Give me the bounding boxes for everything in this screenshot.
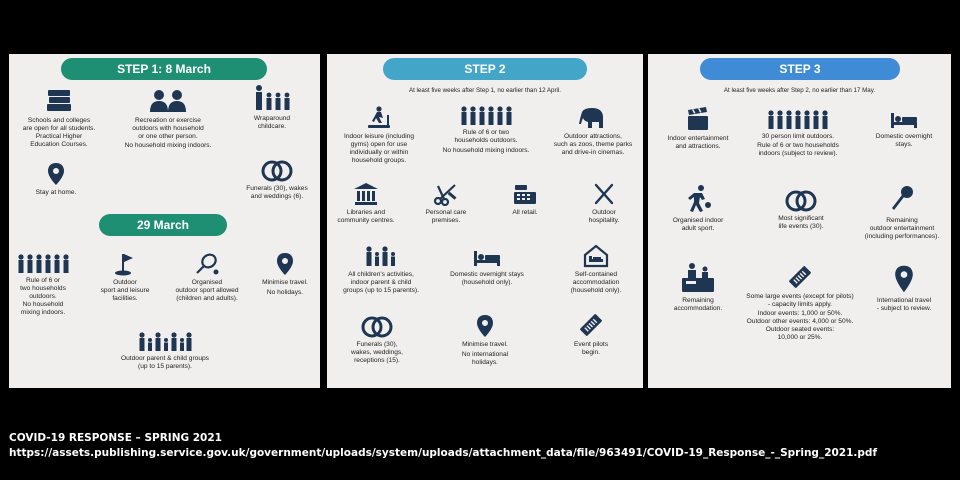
international-travel-item bbox=[862, 264, 946, 313]
large-events-label: Some large events (except for pilots) - capacity limits apply. bbox=[746, 293, 854, 308]
bed-icon bbox=[889, 110, 919, 130]
recreation-item bbox=[113, 88, 223, 150]
indoor-entertainment-label: Indoor entertainment and attractions. bbox=[667, 135, 729, 150]
parent-child-icon bbox=[364, 246, 398, 268]
ticket-icon bbox=[787, 264, 813, 290]
microphone-icon bbox=[889, 184, 915, 214]
treadmill-icon bbox=[366, 106, 392, 130]
funerals-item bbox=[237, 158, 317, 201]
step1-title: STEP 1: 8 March bbox=[61, 58, 267, 80]
parent-child-icon bbox=[138, 332, 192, 352]
childrens-activities-item bbox=[329, 246, 433, 295]
life-events-label: Most significant life events (30). bbox=[778, 215, 824, 230]
large-events-sub: Indoor events: 1,000 or 50%. Outdoor other events: 4,000 or 50%. Outdoor seated events: 10,000 or 25%. bbox=[746, 310, 854, 341]
step2-rule-of-six-label: Rule of 6 or two households outdoors. bbox=[454, 129, 518, 144]
cash-register-icon bbox=[512, 182, 538, 206]
organised-sport-item bbox=[167, 252, 247, 303]
step3-panel bbox=[648, 54, 951, 388]
step2-minimise-travel-sub: No international holidays. bbox=[461, 351, 509, 366]
rings-icon bbox=[783, 188, 819, 212]
outdoor-sport-label: Outdoor sport and leisure facilities. bbox=[100, 279, 150, 302]
indoor-leisure-item bbox=[329, 106, 429, 165]
remaining-accommodation-item bbox=[658, 262, 738, 313]
location-pin-icon bbox=[475, 314, 495, 338]
elephant-icon bbox=[578, 106, 608, 130]
parent-child-label: Outdoor parent & child groups (up to 15 parents). bbox=[121, 355, 209, 370]
outdoor-entertainment-label: Remaining outdoor entertainment (including performances). bbox=[864, 217, 940, 240]
indoor-adult-sport-label: Organised indoor adult sport. bbox=[672, 217, 724, 232]
minimise-travel-sub: No holidays. bbox=[266, 289, 304, 296]
group-people-icon bbox=[767, 110, 829, 130]
domestic-overnight-item bbox=[437, 248, 537, 287]
outdoor-attractions-item bbox=[543, 106, 643, 157]
funerals-label: Funerals (30), wakes and weddings (6). bbox=[246, 185, 308, 200]
bed-icon bbox=[472, 248, 502, 268]
indoor-entertainment-item bbox=[652, 106, 744, 151]
indoor-adult-sport-item bbox=[660, 184, 736, 233]
step2-funerals-label: Funerals (30), wakes, weddings, receptions (15). bbox=[350, 341, 404, 364]
recreation-label: Recreation or exercise outdoors with household or one other person. bbox=[132, 117, 204, 140]
step3-note: At least five weeks after Step 2, no earlier than 17 May. bbox=[723, 87, 876, 94]
thirty-person-label: 30 person limit outdoors. bbox=[761, 133, 835, 140]
minimise-travel-item bbox=[253, 252, 317, 297]
step2-minimise-travel-item bbox=[447, 314, 523, 367]
scissors-comb-icon bbox=[433, 182, 459, 206]
recreation-sub: No household mixing indoors. bbox=[124, 142, 212, 149]
ticket-icon bbox=[578, 312, 604, 338]
all-retail-item bbox=[495, 182, 555, 217]
step3-title: STEP 3 bbox=[700, 58, 900, 80]
step2-rule-of-six-sub: No household mixing indoors. bbox=[442, 147, 530, 154]
step3-domestic-overnight-label: Domestic overnight stays. bbox=[875, 133, 933, 148]
minimise-travel-label: Minimise travel. bbox=[262, 279, 308, 286]
step3-domestic-overnight-item bbox=[862, 110, 946, 149]
outdoor-hospitality-label: Outdoor hospitality. bbox=[588, 209, 620, 224]
self-contained-label: Self-contained accommodation (household only). bbox=[570, 271, 622, 294]
wraparound-item bbox=[237, 84, 307, 131]
schools-item bbox=[13, 88, 105, 149]
childrens-activities-label: All children's activities, indoor parent & child groups (up to 15 parents). bbox=[343, 271, 419, 294]
international-travel-label: International travel - subject to review. bbox=[876, 297, 932, 312]
tennis-racket-icon bbox=[194, 252, 220, 276]
two-people-icon bbox=[147, 88, 189, 114]
rule-of-six-label: Rule of 6 or two households outdoors. bbox=[20, 277, 66, 300]
all-retail-label: All retail. bbox=[512, 209, 538, 216]
footer-title: COVID-19 RESPONSE – SPRING 2021 bbox=[9, 432, 222, 444]
rings-icon bbox=[359, 314, 395, 338]
location-pin-icon bbox=[275, 252, 295, 276]
clapperboard-icon bbox=[685, 106, 711, 132]
step2-minimise-travel-label: Minimise travel. bbox=[462, 341, 508, 348]
step2-note: At least five weeks after Step 1, no earlier than 12 April. bbox=[408, 87, 562, 94]
rule-of-six-sub: No household mixing indoors. bbox=[20, 301, 66, 316]
six-people-icon bbox=[17, 254, 69, 274]
golf-flag-icon bbox=[113, 252, 137, 276]
cutlery-icon bbox=[591, 182, 617, 206]
six-people-icon bbox=[460, 106, 512, 126]
wraparound-label: Wraparound childcare. bbox=[253, 115, 291, 130]
remaining-accommodation-label: Remaining accommodation. bbox=[673, 297, 723, 312]
library-building-icon bbox=[353, 182, 379, 206]
step1-panel bbox=[9, 54, 320, 388]
house-bed-icon bbox=[582, 244, 610, 268]
step2-funerals-item bbox=[339, 314, 415, 365]
libraries-label: Libraries and community centres. bbox=[337, 209, 395, 224]
domestic-overnight-label: Domestic overnight stays (household only). bbox=[450, 271, 524, 286]
organised-sport-label: Organised outdoor sport allowed (children and adults). bbox=[175, 279, 239, 302]
step2-panel bbox=[327, 54, 643, 388]
sports-player-icon bbox=[684, 184, 712, 214]
march29-title: 29 March bbox=[99, 214, 227, 236]
footer-url[interactable]: https://assets.publishing.service.gov.uk/government/uploads/system/uploads/attachment_data/file/963491/COVID-19_Response_-_Spring_2021.pdf bbox=[9, 447, 878, 459]
indoor-leisure-label: Indoor leisure (including gyms) open for use individually or within household groups. bbox=[343, 133, 414, 164]
personal-care-item bbox=[413, 182, 479, 225]
reception-desk-icon bbox=[680, 262, 716, 294]
outdoor-hospitality-item bbox=[571, 182, 637, 225]
event-pilots-label: Event pilots begin. bbox=[573, 341, 609, 356]
self-contained-item bbox=[553, 244, 639, 295]
outdoor-entertainment-item bbox=[854, 184, 950, 241]
rings-icon bbox=[259, 158, 295, 182]
thirty-person-item bbox=[742, 110, 854, 158]
location-pin-icon bbox=[46, 162, 66, 186]
location-pin-icon bbox=[893, 264, 915, 294]
family-icon bbox=[252, 84, 292, 112]
event-pilots-item bbox=[561, 312, 621, 357]
schools-label: Schools and colleges are open for all students. Practical Higher Education Courses. bbox=[22, 117, 96, 148]
outdoor-attractions-label: Outdoor attractions, such as zoos, theme parks and drive-in cinemas. bbox=[553, 133, 633, 156]
rule-of-six-item bbox=[11, 254, 75, 317]
step2-title: STEP 2 bbox=[383, 58, 587, 80]
thirty-person-sub: Rule of 6 or two households indoors (subject to review). bbox=[757, 142, 839, 157]
outdoor-sport-item bbox=[89, 252, 161, 303]
libraries-item bbox=[333, 182, 399, 225]
parent-child-item bbox=[105, 332, 225, 371]
books-icon bbox=[44, 88, 74, 114]
large-events-item bbox=[740, 264, 860, 342]
life-events-item bbox=[758, 188, 844, 231]
step2-rule-of-six-item bbox=[431, 106, 541, 155]
stay-home-label: Stay at home. bbox=[35, 189, 77, 196]
stay-home-item bbox=[21, 162, 91, 197]
personal-care-label: Personal care premises. bbox=[425, 209, 467, 224]
